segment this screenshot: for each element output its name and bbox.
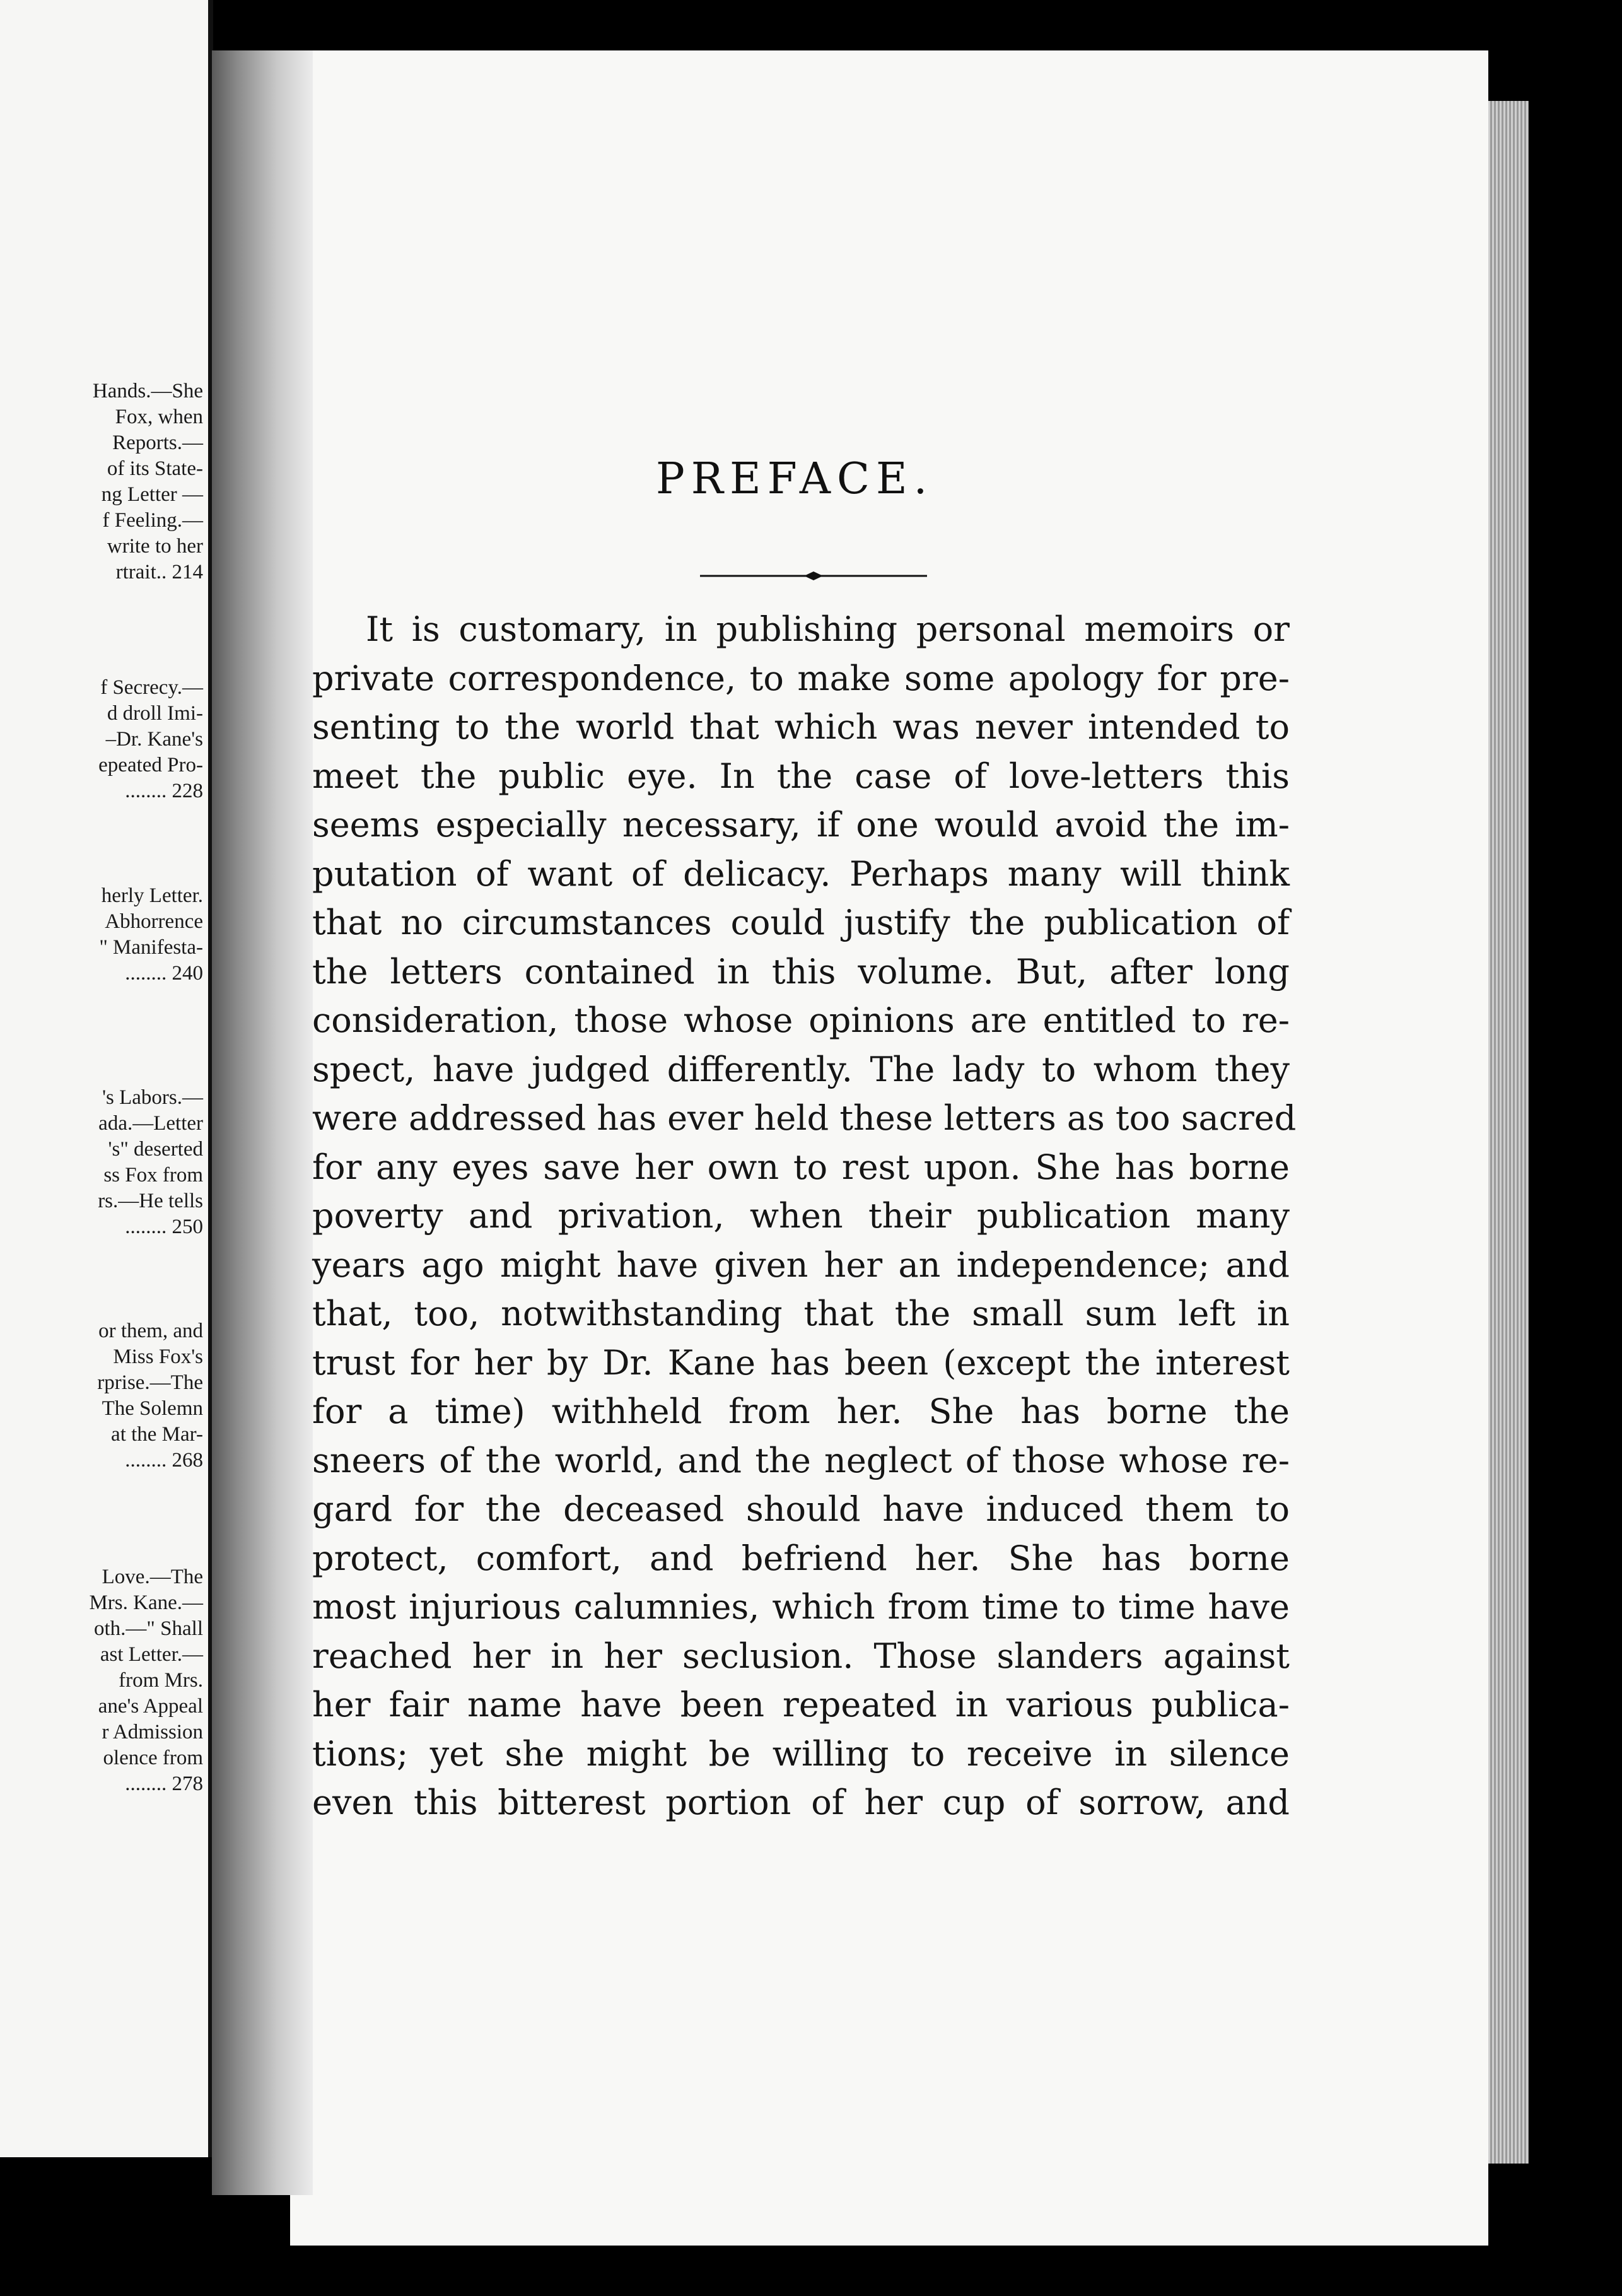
body-line: seems especially necessary, if one would avoid the im- — [312, 805, 1290, 845]
body-line: most injurious calumnies, which from time to time have — [312, 1587, 1290, 1627]
body-line: for any eyes save her own to rest upon. She has borne — [312, 1147, 1290, 1187]
toc-line: r Admission — [102, 1721, 203, 1743]
body-line: years ago might have given her an independence; and — [312, 1245, 1290, 1285]
toc-line: 's Labors.— — [102, 1086, 203, 1109]
toc-line: herly Letter. — [101, 884, 203, 907]
toc-line: oth.—" Shall — [94, 1617, 203, 1640]
body-line: consideration, those whose opinions are entitled to re- — [312, 1000, 1290, 1040]
toc-line: ada.—Letter — [98, 1112, 203, 1135]
body-line: tions; yet she might be willing to receive in silence — [312, 1733, 1290, 1774]
toc-line: ng Letter — — [101, 483, 203, 506]
toc-entry — [14, 1564, 203, 1797]
toc-entry — [14, 1318, 203, 1473]
page-title: PREFACE. — [656, 454, 934, 504]
left-page — [0, 0, 213, 2157]
toc-line: rs.—He tells — [98, 1190, 203, 1212]
toc-line: d droll Imi- — [107, 702, 203, 725]
toc-line: ........ 278 — [125, 1772, 203, 1795]
body-line: were addressed has ever held these letters as too sacred — [312, 1098, 1297, 1138]
toc-line: olence from — [103, 1747, 203, 1769]
toc-line: ane's Appeal — [98, 1695, 203, 1718]
toc-line: rprise.—The — [97, 1371, 203, 1394]
body-line: private correspondence, to make some apology for pre- — [312, 658, 1290, 698]
toc-line: ........ 240 — [125, 962, 203, 985]
body-line: protect, comfort, and befriend her. She has borne — [312, 1538, 1290, 1578]
toc-line: Reports.— — [112, 431, 203, 454]
toc-line: The Solemn — [102, 1397, 203, 1420]
toc-line: 's" deserted — [108, 1138, 203, 1161]
toc-line: ast Letter.— — [100, 1643, 203, 1666]
toc-line: –Dr. Kane's — [105, 728, 203, 751]
body-line: putation of want of delicacy. Perhaps many will think — [312, 853, 1290, 894]
toc-line: Hands.—She — [92, 380, 203, 402]
toc-line: ........ 268 — [125, 1449, 203, 1472]
toc-line: or them, and — [98, 1320, 203, 1342]
toc-entry — [14, 1085, 203, 1240]
toc-line: ........ 228 — [125, 780, 203, 802]
toc-line: write to her — [107, 535, 203, 558]
body-line: gard for the deceased should have induced them to — [312, 1489, 1290, 1529]
toc-entry — [14, 675, 203, 804]
toc-line: epeated Pro- — [98, 754, 203, 776]
toc-line: at the Mar- — [111, 1423, 203, 1446]
toc-entry — [14, 883, 203, 987]
page-edge — [1488, 101, 1529, 2164]
toc-line: " Manifesta- — [99, 936, 203, 959]
body-line: for a time) withheld from her. She has borne the — [312, 1391, 1290, 1431]
toc-line: rtrait.. 214 — [115, 561, 203, 583]
toc-line: Fox, when — [115, 406, 203, 428]
toc-line: f Secrecy.— — [100, 676, 203, 699]
toc-line: from Mrs. — [119, 1669, 203, 1692]
body-line: senting to the world that which was never intended to — [312, 707, 1290, 747]
body-line: the letters contained in this volume. But, after long — [312, 951, 1290, 992]
body-line: reached her in her seclusion. Those slanders against — [312, 1636, 1290, 1676]
ornament-rule-icon — [700, 566, 927, 585]
body-line: that no circumstances could justify the publication of — [312, 903, 1290, 942]
body-line: spect, have judged differently. The lady to whom they — [312, 1049, 1290, 1089]
toc-line: Mrs. Kane.— — [89, 1591, 203, 1614]
toc-line: ss Fox from — [103, 1164, 203, 1186]
toc-line: f Feeling.— — [102, 509, 203, 532]
body-line: her fair name have been repeated in various publica- — [312, 1685, 1290, 1725]
toc-line: ........ 250 — [125, 1215, 203, 1238]
body-line: meet the public eye. In the case of love-letters this — [312, 756, 1290, 796]
book-gutter — [212, 50, 313, 2195]
body-line: that, too, notwithstanding that the small sum left in — [312, 1294, 1290, 1333]
body-line: sneers of the world, and the neglect of those whose re- — [312, 1440, 1290, 1480]
body-line: It is customary, in publishing personal memoirs or — [366, 609, 1290, 649]
toc-line: Miss Fox's — [113, 1345, 203, 1368]
toc-line: Love.—The — [102, 1566, 203, 1588]
body-line: poverty and privation, when their publication many — [312, 1196, 1290, 1236]
body-line: trust for her by Dr. Kane has been (except the interest — [312, 1342, 1290, 1383]
body-line: even this bitterest portion of her cup of sorrow, and — [312, 1783, 1290, 1822]
toc-line: Abhorrence — [105, 910, 203, 933]
toc-entry — [14, 378, 203, 585]
toc-line: of its State- — [107, 457, 203, 480]
